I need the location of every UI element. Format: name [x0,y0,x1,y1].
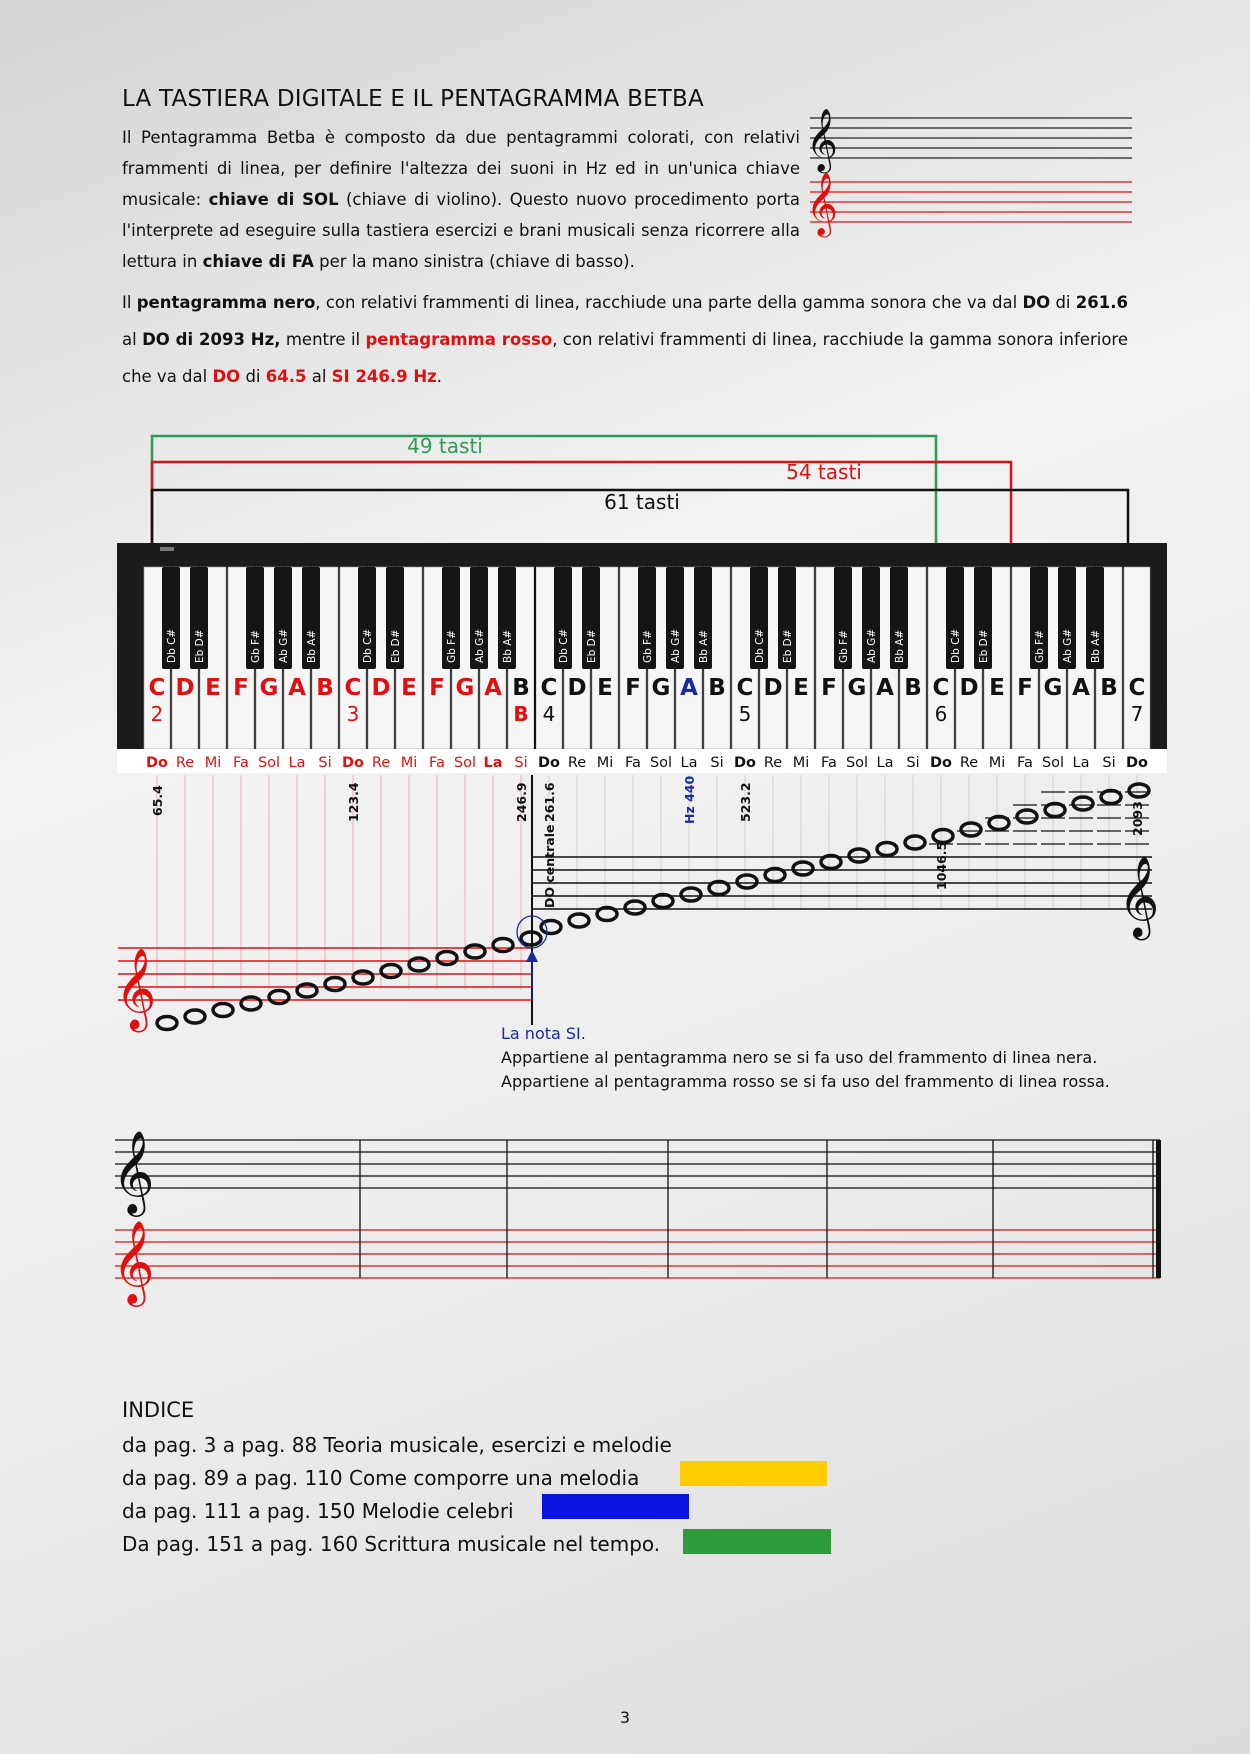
key-letter: G [651,675,671,701]
solfege-label: Si [906,755,920,771]
key-letter: F [821,675,837,701]
header-staves [800,100,1140,240]
empty-black-staff [115,1140,1160,1188]
solfege-label: Fa [233,755,249,771]
note-caption [501,1022,1110,1094]
solfege-label: Do [1126,755,1148,771]
solfege-label: Re [959,755,979,771]
treble-clef-red-icon: 𝄞 [115,947,157,1029]
index-title: INDICE [122,1398,195,1422]
key-letter: F [429,675,445,701]
octave-number: 5 [738,702,752,726]
black-key-label: Eb D# [194,629,206,663]
black-key-label: Db C# [362,628,374,663]
solfege-label: Do [538,755,560,771]
black-key [274,567,292,669]
key-letter: G [455,675,475,701]
solfege-label: Sol [453,755,477,771]
black-key [386,567,404,669]
key-letter: F [625,675,641,701]
treble-clef-icon: 𝄞 [1118,855,1160,937]
black-key [666,567,684,669]
green-range-label: 49 tasti [407,434,483,458]
solfege-label: Do [930,755,952,771]
si-arrow-head [526,950,538,962]
key-letter: B [708,675,726,701]
note-head [933,830,953,843]
solfege-label: Re [567,755,587,771]
octave-number: 6 [934,702,948,726]
black-key-label: Bb A# [894,629,906,663]
note-head [569,914,589,927]
note-head [1129,784,1149,797]
solfege-label: Sol [257,755,281,771]
black-key-label: Db C# [950,628,962,663]
range-paragraph: Il pentagramma nero, con relativi frammenti di linea, racchiude una parte della gamma sonora che va dal DO di 261.6 al DO di 2093 Hz, mentre il pentagramma rosso, con relativi frammenti di linea, racchiude la gamma sonora inferiore che va dal DO di 64.5 al SI 246.9 Hz. [122,293,1128,386]
black-key-label: Eb D# [390,629,402,663]
solfege-label: Do [146,755,168,771]
note-head [493,939,513,952]
treble-clef-red-icon: 𝄞 [112,1219,155,1303]
b-mark: B [513,702,529,726]
black-key [750,567,768,669]
black-key [246,567,264,669]
black-key-label: Bb A# [502,629,514,663]
index-item-3[interactable]: da pag. 111 a pag. 150 Melodie celebri [122,1499,514,1523]
solfege-label: Sol [845,755,869,771]
frequency-label: 523.2 [738,782,753,822]
black-key-label: Gb F# [642,630,654,663]
black-key [582,567,600,669]
page-number: 3 [619,1708,631,1727]
key-letter: A [876,675,894,701]
note-head [905,836,925,849]
black-key [1058,567,1076,669]
solfege-label: Si [1102,755,1116,771]
treble-clef-icon: 𝄞 [112,1130,155,1213]
red-range-bracket [152,462,1011,543]
black-key [470,567,488,669]
treble-clef-icon: 𝄞 [806,108,838,171]
black-key [1030,567,1048,669]
note-head [961,823,981,836]
key-letter: C [736,675,754,701]
key-letter: A [484,675,502,701]
note-head [793,862,813,875]
key-letter: E [793,675,809,701]
black-key-label: Gb F# [250,630,262,663]
note-heads [157,784,1149,1030]
black-key [358,567,376,669]
key-letter: D [959,675,979,701]
octave-number: 7 [1130,702,1144,726]
solfege-label: Sol [1041,755,1065,771]
note-head [269,991,289,1004]
key-letter: D [763,675,783,701]
index-item-4[interactable]: Da pag. 151 a pag. 160 Scrittura musicale nel tempo. [122,1532,661,1556]
key-letter: A [1072,675,1090,701]
frequency-label: 2093 [1130,801,1145,836]
note-head [437,952,457,965]
index-swatch-green [683,1529,831,1554]
final-barline [1156,1140,1161,1278]
solfege-label: Fa [1017,755,1033,771]
key-letter: C [540,675,558,701]
key-letter: F [1017,675,1033,701]
note-head [213,1004,233,1017]
key-letter: E [205,675,221,701]
solfege-label: Si [318,755,332,771]
caption-title: La nota SI. [501,1024,586,1043]
key-letter: G [1043,675,1063,701]
intro-paragraph: Il Pentagramma Betba è composto da due pentagrammi colorati, con relativi frammenti di linea, per definire l'altezza dei suoni in Hz ed in un'unica chiave musicale: chiave di SOL (chiave di violino). Questo nuovo procedimento porta l'interprete ad eseguire sulla tastiera esercizi e brani musicali senza ricorrere alla lettura in chiave di FA per la mano sinistra (chiave di basso). [122,128,800,271]
note-head [1017,810,1037,823]
solfege-label: Mi [204,755,222,771]
note-head [325,978,345,991]
note-head [625,901,645,914]
note-head [381,965,401,978]
black-key [190,567,208,669]
black-key-label: Bb A# [1090,629,1102,663]
black-key-label: Eb D# [586,629,598,663]
note-head [849,849,869,862]
range-brackets [152,434,1128,543]
black-range-label: 61 tasti [604,490,680,514]
bar-lines [360,1140,1153,1278]
black-key-label: Db C# [754,628,766,663]
note-head [465,945,485,958]
black-key-label: Eb D# [782,629,794,663]
key-letter: D [371,675,391,701]
key-letter: B [512,675,530,701]
solfege-label: Mi [596,755,614,771]
black-key [834,567,852,669]
solfege-label: Sol [649,755,673,771]
key-letter: E [597,675,613,701]
note-head [737,875,757,888]
frequency-labels [150,776,1145,908]
black-key-label: Ab G# [670,628,682,663]
empty-red-staff [115,1230,1160,1278]
note-head [1073,797,1093,810]
black-key-label: Ab G# [278,628,290,663]
frequency-label: Hz 440 [682,775,697,824]
key-letter: D [175,675,195,701]
note-head [353,971,373,984]
key-letter: G [847,675,867,701]
note-head [241,997,261,1010]
solfege-label: Mi [792,755,810,771]
caption-line-2: Appartiene al pentagramma rosso se si fa uso del frammento di linea rossa. [501,1072,1110,1091]
black-key [890,567,908,669]
index-item-1[interactable]: da pag. 3 a pag. 88 Teoria musicale, esercizi e melodie [122,1433,672,1457]
solfege-label: Re [763,755,783,771]
black-key [498,567,516,669]
caption-line-1: Appartiene al pentagramma nero se si fa uso del frammento di linea nera. [501,1048,1098,1067]
frequency-label: DO centrale [542,824,557,908]
black-key-label: Db C# [166,628,178,663]
page-title: LA TASTIERA DIGITALE E IL PENTAGRAMMA BETBA [122,86,704,112]
solfege-label: Si [710,755,724,771]
octave-number: 3 [346,702,360,726]
empty-staves [110,1130,1170,1310]
solfege-label: Mi [400,755,418,771]
black-key-label: Gb F# [838,630,850,663]
frequency-label: 246.9 [514,782,529,822]
black-key [694,567,712,669]
key-letter: A [288,675,306,701]
note-head [877,843,897,856]
key-letter: E [401,675,417,701]
index-swatch-blue [542,1494,689,1519]
solfege-label: La [483,755,503,771]
black-key-label: Bb A# [306,629,318,663]
solfege-label: Re [175,755,195,771]
frequency-label: 261.6 [542,782,557,822]
key-letter: E [989,675,1005,701]
solfege-label: Do [342,755,364,771]
black-key-label: Gb F# [1034,630,1046,663]
solfege-label: La [1072,755,1090,771]
keyboard-diagram [0,430,1250,1040]
frequency-label: 1046.5 [934,841,949,890]
solfege-label: Fa [429,755,445,771]
key-letter: D [567,675,587,701]
note-head [409,958,429,971]
octave-number: 2 [150,702,164,726]
key-letter: C [932,675,950,701]
note-head [297,984,317,997]
red-range-label: 54 tasti [786,460,862,484]
solfege-label: Fa [625,755,641,771]
black-key [974,567,992,669]
key-letter: B [904,675,922,701]
black-key-label: Bb A# [698,629,710,663]
key-letter: F [233,675,249,701]
key-letter: B [316,675,334,701]
solfege-label: Fa [821,755,837,771]
black-key [162,567,180,669]
key-letter: B [1100,675,1118,701]
header-red-staff [810,182,1132,222]
key-letter: C [1128,675,1146,701]
black-key [302,567,320,669]
black-key [442,567,460,669]
black-key-label: Ab G# [474,628,486,663]
black-key [554,567,572,669]
solfege-label: Mi [988,755,1006,771]
note-head [681,888,701,901]
frequency-label: 123.4 [346,782,361,822]
black-key [946,567,964,669]
solfege-label: Re [371,755,391,771]
black-key-label: Ab G# [866,628,878,663]
black-key-label: Gb F# [446,630,458,663]
key-letter: G [259,675,279,701]
header-black-staff [810,118,1132,158]
black-key-label: Eb D# [978,629,990,663]
black-key-label: Db C# [558,628,570,663]
black-key-label: Ab G# [1062,628,1074,663]
black-key [778,567,796,669]
octave-number: 4 [542,702,556,726]
solfege-label: La [288,755,306,771]
black-key [862,567,880,669]
note-head [157,1017,177,1030]
index-swatch-yellow [680,1461,827,1486]
key-letter: C [148,675,166,701]
treble-clef-red-icon: 𝄞 [806,172,838,235]
solfege-label: Do [734,755,756,771]
solfege-label: La [876,755,894,771]
index-item-2[interactable]: da pag. 89 a pag. 110 Come comporre una melodia [122,1466,640,1490]
solfege-label: La [680,755,698,771]
key-letter: A [680,675,698,701]
key-letter: C [344,675,362,701]
frequency-label: 65.4 [150,785,165,816]
black-key [1086,567,1104,669]
black-key [638,567,656,669]
solfege-label: Si [514,755,528,771]
note-head [185,1010,205,1023]
